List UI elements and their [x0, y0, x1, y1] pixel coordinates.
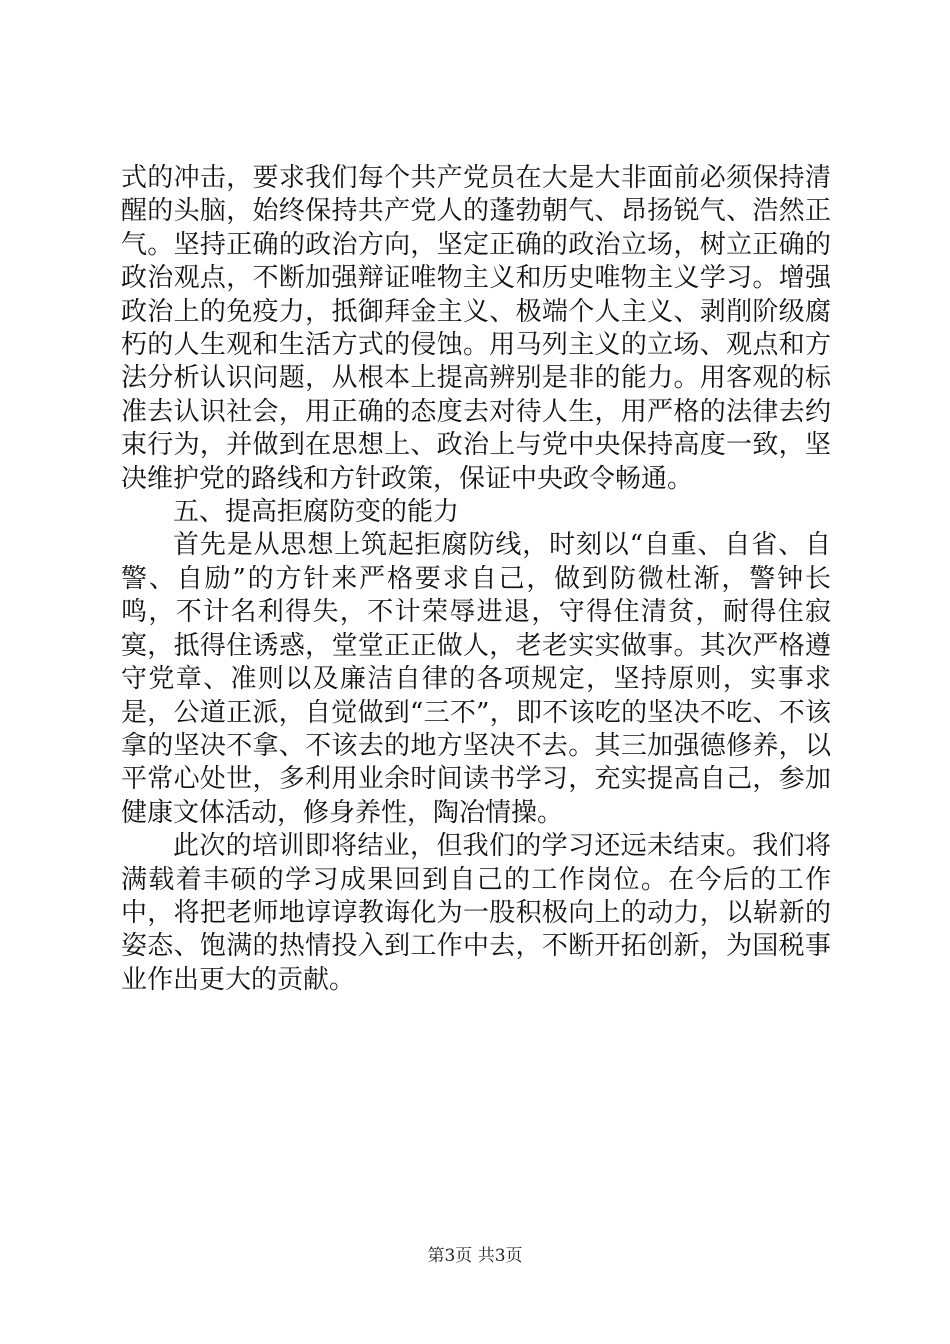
section-heading-anti-corruption: 五、提高拒腐防变的能力 [173, 497, 460, 528]
document-body [121, 162, 831, 997]
paragraph-anti-corruption: 首先是从思想上筑起拒腐防线，时刻以“自重、自省、自警、自励”的方针来严格要求自己，做到防微杜渐，警钟长鸣，不计名利得失，不计荣辱进退，守得住清贫，耐得住寂寞，抵得住诱惑，堂堂正正做人，老老实实做事。其次严格遵守党章、准则以及廉洁自律的各项规定，坚持原则，实事求是，公道正派，自觉做到“三不”，即不该吃的坚决不吃、不该拿的坚决不拿、不该去的地方坚决不去。其三加强德修养，以平常心处世，多利用业余时间读书学习，充实提高自己，参加健康文体活动，修身养性，陶冶情操。 [121, 530, 831, 828]
paragraph-conclusion: 此次的培训即将结业，但我们的学习还远未结束。我们将满载着丰硕的学习成果回到自己的工作岗位。在今后的工作中，将把老师地谆谆教诲化为一股积极向上的动力，以崭新的姿态、饱满的热情投入到工作中去，不断开拓创新，为国税事业作出更大的贡献。 [121, 831, 831, 995]
page-number-footer: 第3页 共3页 [427, 1246, 523, 1266]
paragraph-political-stance: 式的冲击，要求我们每个共产党员在大是大非面前必须保持清醒的头脑，始终保持共产党人的蓬勃朝气、昂扬锐气、浩然正气。坚持正确的政治方向，坚定正确的政治立场，树立正确的政治观点，不断加强辩证唯物主义和历史唯物主义学习。增强政治上的免疫力，抵御拜金主义、极端个人主义、剥削阶级腐朽的人生观和生活方式的侵蚀。用马列主义的立场、观点和方法分析认识问题，从根本上提高辨别是非的能力。用客观的标准去认识社会，用正确的态度去对待人生，用严格的法律去约束行为，并做到在思想上、政治上与党中央保持高度一致，坚决维护党的路线和方针政策，保证中央政令畅通。 [121, 163, 831, 494]
